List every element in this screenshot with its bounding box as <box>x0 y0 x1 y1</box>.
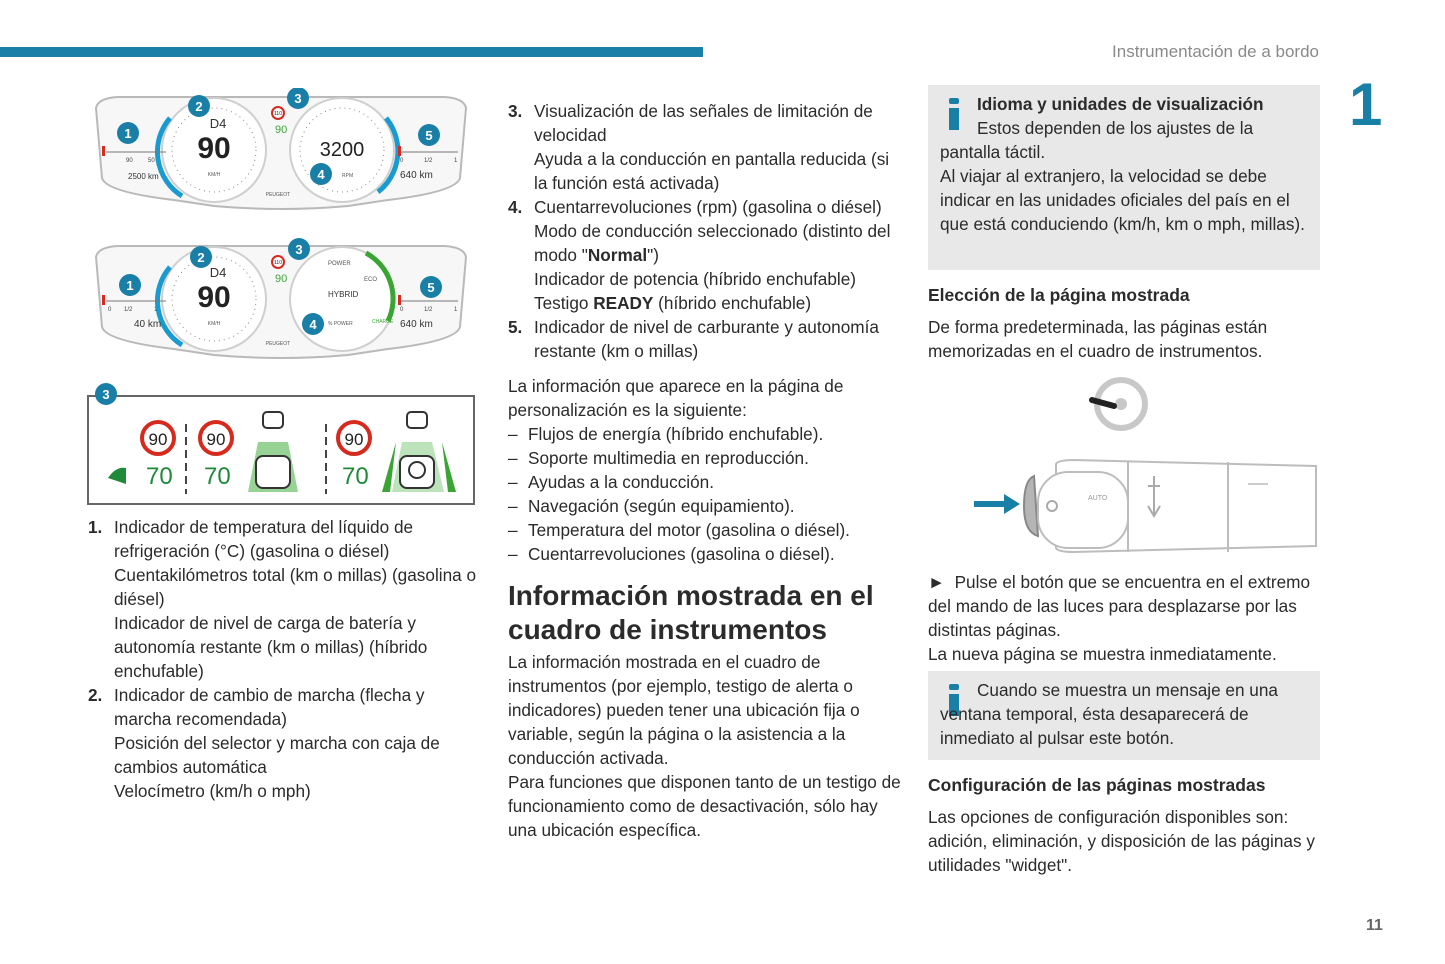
legend-line: Cuentakilómetros total (km o millas) (gasolina o diésel) <box>114 565 477 609</box>
svg-text:5: 5 <box>427 280 435 295</box>
limit-small-value-hybrid: 110 <box>274 260 282 266</box>
limit-small-value: 110 <box>274 111 282 117</box>
legend-line: Indicador de potencia (híbrido enchufable) <box>534 269 857 289</box>
speed-limit-sign-3-value: 90 <box>344 430 364 449</box>
info-text: Al viajar al extranjero, la velocidad se debe indicar en las unidades oficiales del país en el que está conduciendo (km/h, km o mph, millas). <box>940 166 1305 234</box>
battery-range: 40 km <box>134 319 162 330</box>
fuel-range: 640 km <box>400 170 433 181</box>
speed-value: 90 <box>197 132 231 165</box>
paragraph: La nueva página se muestra inmediatamente. <box>928 644 1277 664</box>
header-accent-bar <box>0 47 703 57</box>
paragraph-config-options: Las opciones de configuración disponibles son: adición, eliminación, y disposición de las páginas y utilidades "widget". <box>928 807 1315 875</box>
callout-2 <box>188 95 210 117</box>
legend-line: Posición del selector y marcha con caja de cambios automática <box>114 733 440 777</box>
personalization-list <box>508 422 898 566</box>
page-number: 11 <box>1366 917 1383 934</box>
limit-value-hybrid: 90 <box>275 273 288 285</box>
brand-label: PEUGEOT <box>265 192 291 198</box>
list-item: – Ayudas a la conducción. <box>508 470 898 494</box>
legend-line: Indicador de temperatura del líquido de refrigeración (°C) (gasolina o diésel) <box>114 517 414 561</box>
action-text: Pulse el botón que se encuentra en el extremo del mando de las luces para desplazarse por las distintas páginas. <box>928 572 1311 640</box>
svg-text:1: 1 <box>124 126 132 141</box>
brand-label-hybrid: PEUGEOT <box>265 341 291 347</box>
instruction-block <box>928 570 1320 666</box>
list-item: – Navegación (según equipamiento). <box>508 494 898 518</box>
battery-tick-empty: 0 <box>108 307 112 313</box>
callout-5-hybrid <box>420 276 442 298</box>
arrow-right-icon <box>1004 494 1020 514</box>
instrument-cluster-figure-2 <box>88 237 474 363</box>
speed-value-1: 70 <box>146 463 173 490</box>
gear-indicator: D4 <box>209 116 227 131</box>
legend-line: Velocímetro (km/h o mph) <box>114 781 311 801</box>
fuel-tick-half-hybrid: 1/2 <box>424 307 433 313</box>
legend-item-2 <box>88 683 483 803</box>
svg-text:3: 3 <box>295 242 303 257</box>
legend-item-1 <box>88 515 483 683</box>
instrument-cluster-figure-1 <box>88 88 474 214</box>
action-marker: ► <box>928 572 946 592</box>
legend-line: Indicador de cambio de marcha (flecha y marcha recomendada) <box>114 685 425 729</box>
light-stalk-figure <box>968 376 1320 562</box>
svg-text:4: 4 <box>309 317 317 332</box>
callout-3-hybrid <box>288 238 310 260</box>
stalk-end-button[interactable] <box>1024 476 1038 536</box>
legend-item-5 <box>508 315 903 363</box>
info-text: Cuando se muestra un mensaje en una ventana temporal, ésta desaparecerá de inmediato al pulsar este botón. <box>940 680 1278 748</box>
section-body <box>508 650 903 842</box>
svg-text:3: 3 <box>294 91 302 106</box>
list-item: – Soporte multimedia en reproducción. <box>508 446 898 470</box>
subheading: Elección de la página mostrada <box>928 285 1190 305</box>
list-item: – Cuentarrevoluciones (gasolina o diésel). <box>508 542 898 566</box>
legend-number: 1. <box>88 517 103 537</box>
info-box-language <box>928 85 1320 270</box>
fuel-range-hybrid: 640 km <box>400 319 433 330</box>
legend-line: Visualización de las señales de limitación de velocidad <box>534 101 873 145</box>
charge-label: CHARGE <box>372 319 394 325</box>
info-text: Estos dependen de los ajustes de la pantalla táctil. <box>940 118 1254 162</box>
gear-indicator-hybrid: D4 <box>209 265 227 280</box>
temp-tick-2: 50 <box>148 158 155 164</box>
power-label: POWER <box>328 261 351 267</box>
action-step <box>928 570 1320 642</box>
legend-item-3 <box>508 99 903 195</box>
callout-2-hybrid <box>190 246 212 268</box>
rpm-unit: RPM <box>342 173 354 179</box>
callout-5 <box>418 124 440 146</box>
fuel-tick-half: 1/2 <box>424 158 433 164</box>
callout-3 <box>287 88 309 109</box>
list-item: – Flujos de energía (híbrido enchufable). <box>508 422 898 446</box>
callout-3-panel <box>95 383 117 405</box>
legend-line: Modo de conducción seleccionado (distinto del modo "Normal") <box>534 221 891 265</box>
speed-unit-hybrid: KM/H <box>207 321 221 327</box>
subheading-wrap-1 <box>928 285 1320 306</box>
personalization-intro: La información que aparece en la página de personalización es la siguiente: <box>508 376 844 420</box>
legend-number: 4. <box>508 197 523 217</box>
svg-text:4: 4 <box>317 167 325 182</box>
legend-number: 5. <box>508 317 523 337</box>
svg-text:3: 3 <box>102 387 110 402</box>
odometer: 2500 km <box>128 172 159 181</box>
callout-1-hybrid <box>119 274 141 296</box>
callout-1 <box>117 122 139 144</box>
fuel-tick-empty: 0 <box>400 158 404 164</box>
info-box-temporary <box>928 671 1320 760</box>
own-car-icon-2 <box>400 456 434 488</box>
paragraph: Para funciones que disponen tanto de un testigo de funcionamiento como de desactivación, sólo hay una ubicación específica. <box>508 772 901 840</box>
speed-value-2: 70 <box>204 463 231 490</box>
column-1 <box>88 515 483 803</box>
legend-line: Indicador de nivel de carga de batería y autonomía restante (km o millas) (híbrido enchufable) <box>114 613 428 681</box>
personalization-section <box>508 374 898 566</box>
subheading-wrap-2 <box>928 775 1320 796</box>
callout-4-hybrid <box>302 313 324 335</box>
subheading: Configuración de las páginas mostradas <box>928 775 1266 795</box>
legend-number: 2. <box>88 685 103 705</box>
rpm-value: 3200 <box>319 139 365 161</box>
fuel-tick-full: 1 <box>454 158 458 164</box>
section-heading: Información mostrada en el cuadro de instrumentos <box>508 580 874 645</box>
battery-tick-full: 1 <box>154 307 158 313</box>
legend-line: Ayuda a la conducción en pantalla reducida (si la función está activada) <box>534 149 890 193</box>
info-title: Idioma y unidades de visualización <box>977 94 1264 114</box>
speed-value-3: 70 <box>342 463 369 490</box>
speed-limit-sign-1-value: 90 <box>148 430 168 449</box>
legend-line: Testigo READY (híbrido enchufable) <box>534 293 812 313</box>
list-item: – Temperatura del motor (gasolina o diésel). <box>508 518 898 542</box>
speed-value-hybrid: 90 <box>197 281 231 314</box>
legend-list-1 <box>88 515 483 803</box>
svg-text:5: 5 <box>425 128 433 143</box>
temp-tick-1: 90 <box>126 158 133 164</box>
callout-4 <box>310 163 332 185</box>
speed-unit: KM/H <box>207 172 221 178</box>
legend-list-2 <box>508 99 903 363</box>
svg-text:2: 2 <box>195 99 203 114</box>
section-heading-wrap <box>508 579 903 647</box>
lead-car-icon-2 <box>407 412 427 428</box>
chapter-title: Instrumentación de a bordo <box>1112 42 1319 61</box>
fuel-tick-empty-hybrid: 0 <box>400 307 404 313</box>
paragraph: La información mostrada en el cuadro de instrumentos (por ejemplo, testigo de alerta o indicadores) pueden tener una ubicación fija o variable, según la página o la asistencia a la conducción activada. <box>508 652 860 768</box>
battery-tick-half: 1/2 <box>124 307 133 313</box>
lead-car-icon <box>263 412 283 428</box>
auto-label: AUTO <box>1088 495 1108 502</box>
speed-limit-panel-figure <box>86 382 476 506</box>
svg-text:1: 1 <box>126 278 134 293</box>
own-car-icon <box>256 456 290 488</box>
fuel-tick-full-hybrid: 1 <box>454 307 458 313</box>
limit-value: 90 <box>275 124 288 136</box>
legend-line: Indicador de nivel de carburante y autonomía restante (km o millas) <box>534 317 879 361</box>
chapter-number: 1 <box>1349 71 1383 138</box>
legend-line: Cuentarrevoluciones (rpm) (gasolina o diésel) <box>534 197 882 217</box>
legend-number: 3. <box>508 101 523 121</box>
speed-limit-sign-2-value: 90 <box>206 430 226 449</box>
power-percent-label: % POWER <box>328 321 353 327</box>
paragraph-default-pages: De forma predeterminada, las páginas están memorizadas en el cuadro de instrumentos. <box>928 317 1268 361</box>
svg-text:2: 2 <box>197 250 205 265</box>
column-2 <box>508 99 903 363</box>
legend-item-4 <box>508 195 903 315</box>
eco-label: ECO <box>364 277 378 283</box>
hybrid-mode-label: HYBRID <box>328 290 359 299</box>
